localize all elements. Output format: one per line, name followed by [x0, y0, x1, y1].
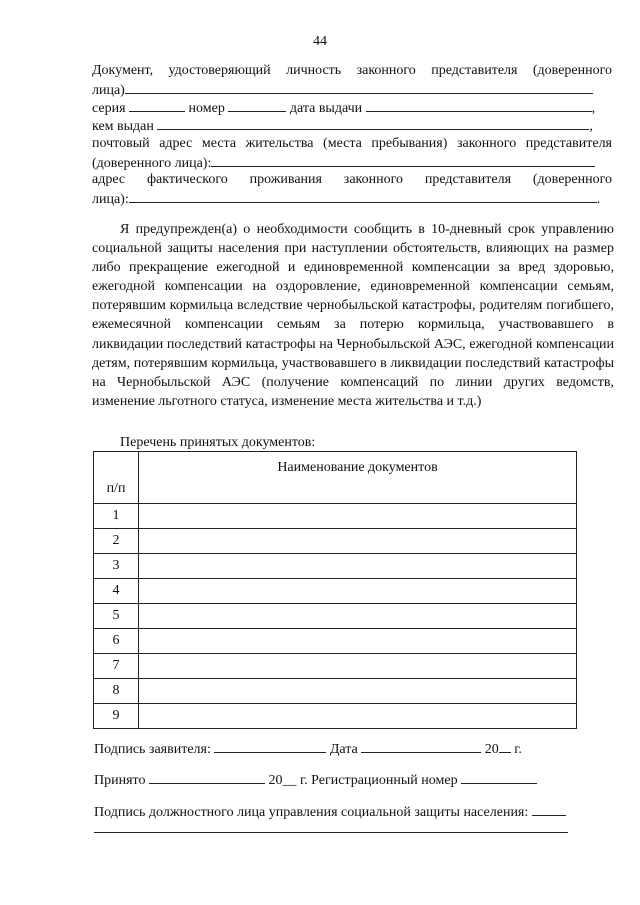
table-row	[94, 529, 577, 554]
row-doc-name[interactable]	[139, 504, 577, 529]
postal-address-cont: (доверенного лица):	[92, 156, 212, 171]
notice-paragraph	[92, 220, 614, 411]
issued-by-line: кем выдан ,	[92, 116, 612, 134]
issue-date-input[interactable]	[366, 98, 592, 112]
reg-number-input[interactable]	[461, 770, 537, 784]
row-num: 2	[94, 529, 139, 554]
issue-date-label: дата выдачи	[289, 101, 363, 116]
postal-address-label: почтовый адрес места жительства (места пребывания) законного представителя	[92, 136, 612, 151]
row-doc-name[interactable]	[139, 529, 577, 554]
row-doc-name[interactable]	[139, 679, 577, 704]
year-prefix: 20	[484, 742, 499, 757]
date-label: Дата	[329, 742, 358, 757]
accepted-line	[94, 770, 537, 788]
number-label: номер	[188, 101, 225, 116]
table-row	[94, 504, 577, 529]
doc-label-line	[92, 62, 612, 80]
date-input[interactable]	[361, 739, 481, 753]
postal-address-input[interactable]	[211, 153, 595, 167]
row-num: 8	[94, 679, 139, 704]
table-row	[94, 679, 577, 704]
postal-cont-line	[92, 153, 612, 171]
issued-by-label: кем выдан	[92, 119, 154, 134]
table-row	[94, 604, 577, 629]
accepted-label: Принято	[94, 773, 146, 788]
row-doc-name[interactable]	[139, 629, 577, 654]
col-num-header: п/п	[94, 452, 139, 504]
series-input[interactable]	[129, 98, 185, 112]
actual-address-label: адрес фактического проживания законного представителя (доверенного	[92, 172, 612, 187]
year-suffix: г.	[514, 742, 522, 757]
applicant-signature-input[interactable]	[214, 739, 326, 753]
documents-caption: Перечень принятых документов:	[120, 435, 316, 450]
table-row	[94, 579, 577, 604]
applicant-signature-label: Подпись заявителя:	[94, 742, 211, 757]
row-num: 5	[94, 604, 139, 629]
doc-label: Документ, удостоверяющий личность законного представителя (доверенного	[92, 63, 612, 78]
actual-cont-line: лица): .	[92, 189, 612, 207]
row-doc-name[interactable]	[139, 554, 577, 579]
doc-cont-line	[92, 80, 612, 98]
year-input[interactable]	[499, 739, 511, 753]
accepted-year: 20__ г.	[268, 773, 308, 788]
official-signature-label: Подпись должностного лица управления социальной защиты населения:	[94, 805, 529, 820]
doc-input[interactable]	[125, 80, 593, 94]
reg-number-label: Регистрационный номер	[311, 773, 458, 788]
official-signature-line	[94, 802, 566, 820]
documents-table	[93, 451, 577, 729]
table-row	[94, 654, 577, 679]
notice-text: Я предупрежден(а) о необходимости сообщить в 10-дневный срок управлению социальной защиты населения при наступлении обстоятельств, влияющих на размер либо прекращение ежегодной и единовременной компенсации за вред здоровью, ежегодной компенсации на оздоровление, единовременной компенсации семьям, потерявшим кормильца вследствие чернобыльской катастрофы, родителям погибшего, ежемесячной компенсации семьям за потерю кормильца, участвовавшего в ликвидации последствий катастрофы на Чернобыльской АЭС, ежегодной компенсации детям, потерявшим кормильца, участвовавшего в ликвидации последствий катастрофы на Чернобыльской АЭС (получение компенсаций по линии других ведомств, изменение льготного статуса, изменение места жительства и т.д.)	[92, 222, 614, 409]
col-name-header: Наименование документов	[139, 452, 577, 504]
official-signature-extra-line[interactable]	[94, 832, 568, 833]
accepted-input[interactable]	[149, 770, 265, 784]
row-doc-name[interactable]	[139, 579, 577, 604]
series-label: серия	[92, 101, 126, 116]
row-doc-name[interactable]	[139, 654, 577, 679]
series-line: серия номер дата выдачи ,	[92, 98, 612, 116]
row-num: 9	[94, 704, 139, 729]
official-signature-input[interactable]	[532, 802, 566, 816]
number-input[interactable]	[228, 98, 286, 112]
issued-by-input[interactable]	[157, 116, 589, 130]
row-num: 7	[94, 654, 139, 679]
row-doc-name[interactable]	[139, 604, 577, 629]
row-num: 1	[94, 504, 139, 529]
actual-line	[92, 171, 612, 189]
actual-address-cont: лица):	[92, 192, 129, 207]
table-row	[94, 554, 577, 579]
row-num: 6	[94, 629, 139, 654]
row-num: 4	[94, 579, 139, 604]
table-row	[94, 629, 577, 654]
postal-line	[92, 135, 612, 153]
applicant-signature-line	[94, 739, 522, 757]
row-doc-name[interactable]	[139, 704, 577, 729]
doc-label-cont: лица)	[92, 83, 125, 98]
page-number: 44	[313, 34, 327, 49]
row-num: 3	[94, 554, 139, 579]
table-row	[94, 704, 577, 729]
actual-address-input[interactable]	[129, 189, 597, 203]
